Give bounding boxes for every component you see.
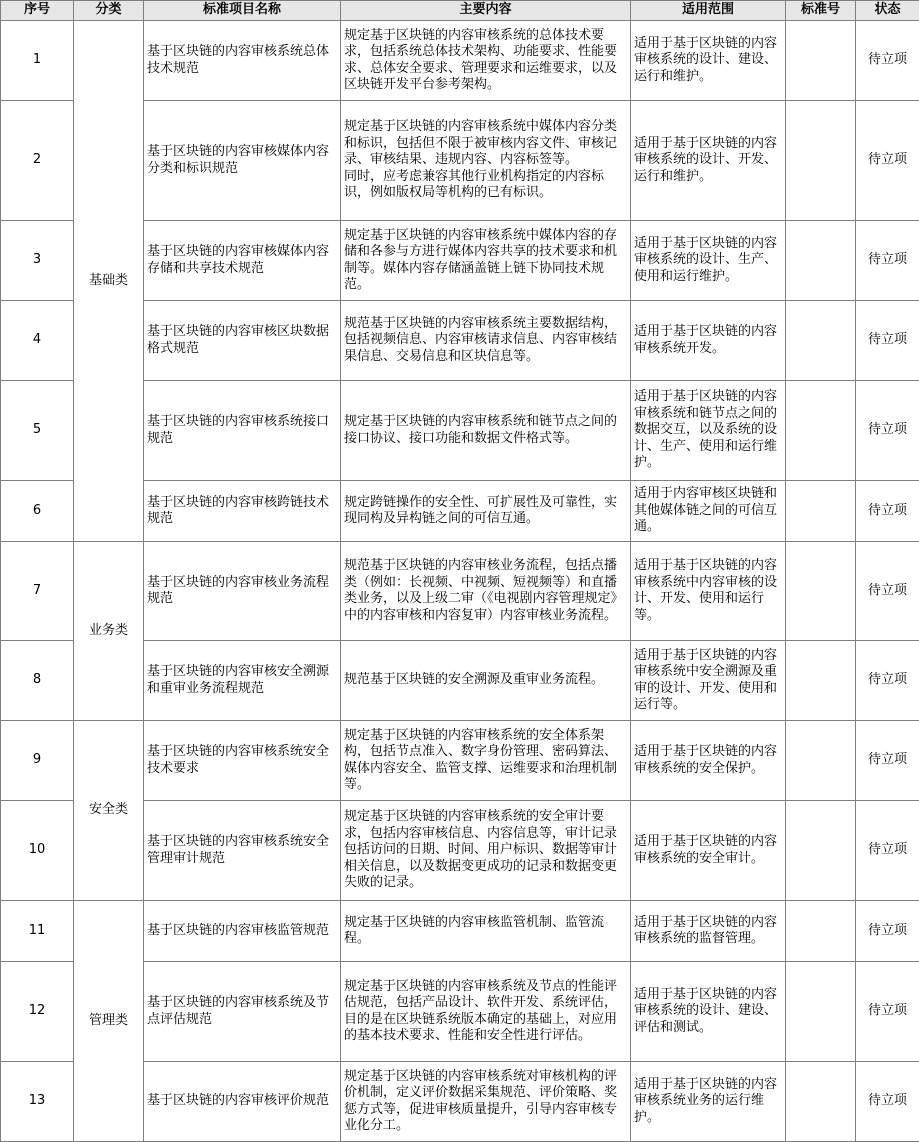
category-cell: 管理类: [74, 901, 144, 1142]
row-serial: 5: [1, 381, 74, 481]
row-scope: 适用于基于区块链的内容审核系统业务的运行维护。: [631, 1062, 786, 1142]
row-status: 待立项: [856, 481, 919, 542]
row-standard-name: 基于区块链的内容审核系统总体技术规范: [144, 21, 341, 101]
row-standard-name: 基于区块链的内容审核评价规范: [144, 1062, 341, 1142]
row-standard-name: 基于区块链的内容审核安全溯源和重审业务流程规范: [144, 641, 341, 721]
row-standard-number: [786, 1062, 856, 1142]
table-row: [1, 721, 919, 801]
row-standard-name: 基于区块链的内容审核系统安全技术要求: [144, 721, 341, 801]
row-status: 待立项: [856, 1062, 919, 1142]
row-serial: 6: [1, 481, 74, 542]
row-main-content: 规定基于区块链的内容审核系统的安全体系架构，包括节点准入、数字身份管理、密码算法、媒体内容安全、监管支撑、运维要求和治理机制等。: [341, 721, 631, 801]
row-serial: 13: [1, 1062, 74, 1142]
row-serial: 10: [1, 801, 74, 901]
row-scope: 适用于内容审核区块链和其他媒体链之间的可信互通。: [631, 481, 786, 542]
row-standard-name: 基于区块链的内容审核系统安全管理审计规范: [144, 801, 341, 901]
row-scope: 适用于基于区块链的内容审核系统的安全保护。: [631, 721, 786, 801]
row-standard-number: [786, 901, 856, 962]
header-standard-name: 标准项目名称: [144, 1, 341, 21]
header-row: [1, 1, 919, 21]
row-serial: 12: [1, 962, 74, 1062]
row-scope: 适用于基于区块链的内容审核系统的设计、建设、运行和维护。: [631, 21, 786, 101]
row-scope: 适用于基于区块链的内容审核系统和链节点之间的数据交互，以及系统的设计、生产、使用和运行维护。: [631, 381, 786, 481]
row-serial: 8: [1, 641, 74, 721]
row-status: 待立项: [856, 101, 919, 221]
row-main-content: 规范基于区块链的内容审核业务流程，包括点播类（例如：长视频、中视频、短视频等）和直播类业务，以及上级二审（《电视剧内容管理规定》中的内容审核和内容复审）内容审核业务流程。: [341, 542, 631, 641]
row-serial: 1: [1, 21, 74, 101]
category-cell: 业务类: [74, 542, 144, 721]
row-main-content: 规定基于区块链的内容审核系统中媒体内容分类和标识，包括但不限于被审核内容文件、审核记录、审核结果、违规内容、内容标签等。 同时，应考虑兼容其他行业机构指定的内容标识，例如版权局等机构的已有标识。: [341, 101, 631, 221]
header-standard-number: 标准号: [786, 1, 856, 21]
row-main-content: 规定基于区块链的内容审核监管机制、监管流程。: [341, 901, 631, 962]
row-standard-name: 基于区块链的内容审核系统及节点评估规范: [144, 962, 341, 1062]
row-standard-number: [786, 21, 856, 101]
row-main-content: 规范基于区块链的内容审核系统主要数据结构，包括视频信息、内容审核请求信息、内容审核结果信息、交易信息和区块信息等。: [341, 301, 631, 381]
row-scope: 适用于基于区块链的内容审核系统中安全溯源及重审的设计、开发、使用和运行等。: [631, 641, 786, 721]
row-serial: 2: [1, 101, 74, 221]
header-serial: 序号: [1, 1, 74, 21]
row-status: 待立项: [856, 21, 919, 101]
row-standard-number: [786, 101, 856, 221]
category-cell: 基础类: [74, 21, 144, 542]
table-row: [1, 901, 919, 962]
row-standard-name: 基于区块链的内容审核媒体内容存储和共享技术规范: [144, 221, 341, 301]
header-scope: 适用范围: [631, 1, 786, 21]
row-serial: 7: [1, 542, 74, 641]
row-scope: 适用于基于区块链的内容审核系统的设计、建设、评估和测试。: [631, 962, 786, 1062]
row-status: 待立项: [856, 962, 919, 1062]
header-category: 分类: [74, 1, 144, 21]
row-serial: 4: [1, 301, 74, 381]
row-status: 待立项: [856, 801, 919, 901]
row-status: 待立项: [856, 901, 919, 962]
row-serial: 11: [1, 901, 74, 962]
row-status: 待立项: [856, 542, 919, 641]
row-main-content: 规定基于区块链的内容审核系统和链节点之间的接口协议、接口功能和数据文件格式等。: [341, 381, 631, 481]
row-standard-number: [786, 801, 856, 901]
row-standard-name: 基于区块链的内容审核业务流程规范: [144, 542, 341, 641]
row-scope: 适用于基于区块链的内容审核系统的监督管理。: [631, 901, 786, 962]
row-standard-name: 基于区块链的内容审核监管规范: [144, 901, 341, 962]
row-status: 待立项: [856, 301, 919, 381]
row-standard-name: 基于区块链的内容审核系统接口规范: [144, 381, 341, 481]
row-scope: 适用于基于区块链的内容审核系统开发。: [631, 301, 786, 381]
row-standard-number: [786, 641, 856, 721]
row-status: 待立项: [856, 381, 919, 481]
row-standard-number: [786, 542, 856, 641]
row-standard-number: [786, 301, 856, 381]
table-row: [1, 21, 919, 101]
row-main-content: 规定基于区块链的内容审核系统及节点的性能评估规范，包括产品设计、软件开发、系统评估，目的是在区块链系统版本确定的基础上，对应用的基本技术要求、性能和安全性进行评估。: [341, 962, 631, 1062]
table-row: [1, 542, 919, 641]
row-main-content: 规定基于区块链的内容审核系统对审核机构的评价机制，定义评价数据采集规范、评价策略、奖惩方式等，促进审核质量提升，引导内容审核专业化分工。: [341, 1062, 631, 1142]
header-status: 状态: [856, 1, 919, 21]
row-standard-number: [786, 721, 856, 801]
row-main-content: 规定基于区块链的内容审核系统的安全审计要求，包括内容审核信息、内容信息等，审计记录包括访问的日期、时间、用户标识、数据等审计相关信息，以及数据变更成功的记录和数据变更失败的记录。: [341, 801, 631, 901]
row-scope: 适用于基于区块链的内容审核系统的设计、开发、运行和维护。: [631, 101, 786, 221]
row-main-content: 规定跨链操作的安全性、可扩展性及可靠性，实现同构及异构链之间的可信互通。: [341, 481, 631, 542]
row-status: 待立项: [856, 641, 919, 721]
header-main-content: 主要内容: [341, 1, 631, 21]
row-standard-number: [786, 962, 856, 1062]
row-main-content: 规定基于区块链的内容审核系统中媒体内容的存储和各参与方进行媒体内容共享的技术要求和机制等。媒体内容存储涵盖链上链下协同技术规范。: [341, 221, 631, 301]
row-scope: 适用于基于区块链的内容审核系统的设计、生产、使用和运行维护。: [631, 221, 786, 301]
category-cell: 安全类: [74, 721, 144, 901]
row-standard-number: [786, 381, 856, 481]
row-standard-name: 基于区块链的内容审核区块数据格式规范: [144, 301, 341, 381]
row-status: 待立项: [856, 721, 919, 801]
row-standard-number: [786, 221, 856, 301]
row-standard-number: [786, 481, 856, 542]
row-status: 待立项: [856, 221, 919, 301]
row-scope: 适用于基于区块链的内容审核系统的安全审计。: [631, 801, 786, 901]
row-serial: 3: [1, 221, 74, 301]
row-standard-name: 基于区块链的内容审核媒体内容分类和标识规范: [144, 101, 341, 221]
row-main-content: 规定基于区块链的内容审核系统的总体技术要求，包括系统总体技术架构、功能要求、性能要求、总体安全要求、管理要求和运维要求，以及区块链开发平台参考架构。: [341, 21, 631, 101]
row-main-content: 规范基于区块链的安全溯源及重审业务流程。: [341, 641, 631, 721]
row-scope: 适用于基于区块链的内容审核系统中内容审核的设计、开发、使用和运行等。: [631, 542, 786, 641]
row-standard-name: 基于区块链的内容审核跨链技术规范: [144, 481, 341, 542]
row-serial: 9: [1, 721, 74, 801]
